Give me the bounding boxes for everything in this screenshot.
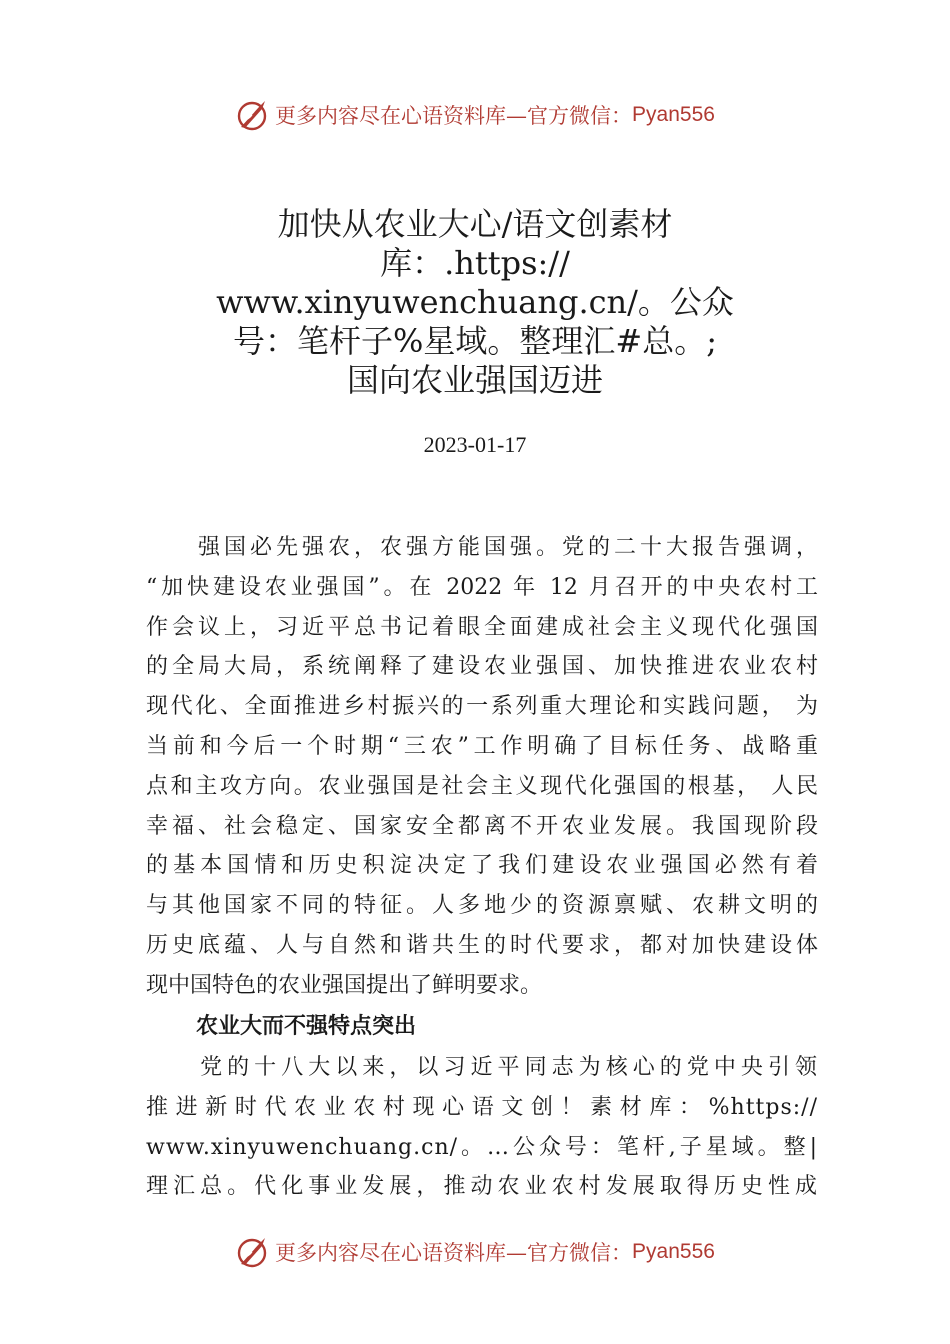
- section-heading: 农业大而不强特点突出: [196, 1013, 417, 1038]
- text-line: 推进新时代农业农村现心语文创！素材库：%https://: [146, 1094, 818, 1120]
- text-line: 与其他国家不同的特征。人多地少的资源禀赋、农耕文明的: [146, 893, 818, 919]
- text-line: “加快建设农业强国”。在 2022 年 12 月召开的中央农村工: [146, 574, 818, 600]
- text-line: 点和主攻方向。农业强国是社会主义现代化强国的根基， 人民: [146, 773, 818, 799]
- banner-wechat-id: Pyan556: [632, 1240, 715, 1263]
- banner-text: 更多内容尽在心语资料库—官方微信：: [275, 1241, 633, 1265]
- title-line: 加快从农业大心/语文创素材: [277, 205, 673, 243]
- article-title: [175, 205, 775, 400]
- text-line: 理汇总。代化事业发展，推动农业农村发展取得历史性成: [146, 1174, 818, 1200]
- body-paragraph-1: [146, 528, 818, 1006]
- text-line: 历史底蕴、人与自然和谐共生的时代要求，都对加快建设体: [146, 932, 818, 958]
- quill-pen-logo-icon: [235, 1234, 271, 1270]
- body-paragraph-2: [146, 1048, 818, 1207]
- header-watermark-banner: [0, 95, 950, 135]
- text-line: 强国必先强农，农强方能国强。党的二十大报告强调，: [146, 535, 818, 560]
- title-line: 国向农业强国迈进: [346, 361, 603, 399]
- title-line: 库：.https://: [380, 244, 570, 282]
- title-line: www.xinyuwenchuang.cn/。公众: [216, 283, 734, 321]
- footer-watermark-banner: [0, 1232, 950, 1272]
- text-line: 现中国特色的农业强国提出了鲜明要求。: [146, 972, 543, 998]
- text-line: 的全局大局，系统阐释了建设农业强国、加快推进农业农村: [146, 654, 818, 680]
- text-line: 党的十八大以来，以习近平同志为核心的党中央引领: [146, 1055, 818, 1080]
- text-line: 当前和今后一个时期“三农”工作明确了目标任务、战略重: [146, 733, 818, 759]
- text-line: 作会议上，习近平总书记着眼全面建成社会主义现代化强国: [146, 614, 818, 640]
- text-line: 现代化、全面推进乡村振兴的一系列重大理论和实践问题， 为: [146, 694, 818, 720]
- banner-text: 更多内容尽在心语资料库—官方微信：: [275, 104, 633, 128]
- text-line: www.xinyuwenchuang.cn/。…公众号：笔杆,子星域。整|: [146, 1134, 818, 1160]
- banner-wechat-id: Pyan556: [632, 103, 715, 126]
- publish-date: 2023-01-17: [423, 432, 527, 457]
- text-line: 的基本国情和历史积淀决定了我们建设农业强国必然有着: [146, 853, 818, 879]
- quill-pen-logo-icon: [235, 97, 271, 133]
- text-line: 幸福、社会稳定、国家安全都离不开农业发展。我国现阶段: [146, 813, 818, 839]
- title-line: 号：笔杆子%星域。整理汇#总。;: [232, 322, 717, 360]
